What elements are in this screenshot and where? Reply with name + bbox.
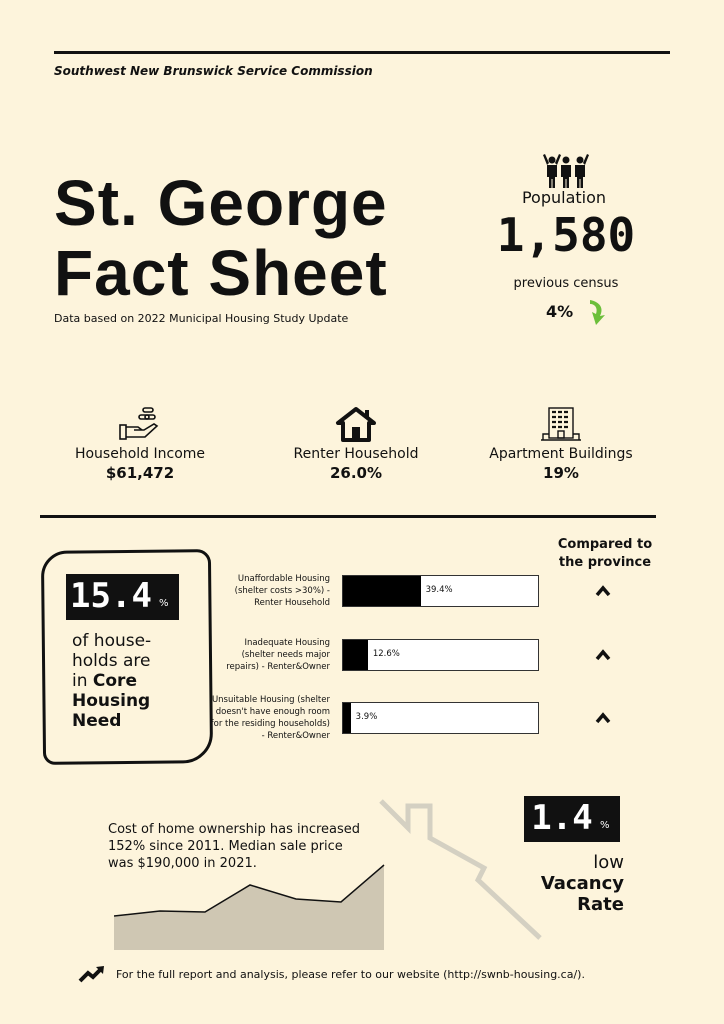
stat-label: Household Income xyxy=(74,446,206,462)
population-change: 4% xyxy=(546,302,574,321)
chevron-up-icon xyxy=(595,649,611,661)
bar xyxy=(343,576,421,606)
bar-category-label-line: Unsuitable Housing (shelter xyxy=(211,695,330,705)
core-need-line xyxy=(72,671,151,691)
bar-category-label-line: (shelter needs major xyxy=(241,650,330,660)
stat-apartment-buildings xyxy=(471,404,651,482)
comparison-heading-line: the province xyxy=(558,555,652,570)
ownership-area xyxy=(114,865,384,950)
stat-value: 19% xyxy=(543,464,579,482)
vacancy-line: Vacancy xyxy=(540,873,624,894)
bar-category-label xyxy=(200,694,330,742)
bar-category-label xyxy=(200,637,330,673)
bar-value-label: 39.4% xyxy=(425,585,453,595)
core-need-line: holds are xyxy=(72,651,151,671)
core-need-value: 15.4 xyxy=(70,576,152,616)
bar-track xyxy=(342,639,539,671)
ownership-line-text: Cost of home ownership has increased xyxy=(108,822,361,837)
hand-coins-icon xyxy=(117,406,163,442)
bar-category-label-line: for the residing households) xyxy=(210,719,330,729)
bar-category-label-line: Renter Household xyxy=(254,598,330,608)
ownership-description xyxy=(108,821,388,872)
previous-census-label: previous census xyxy=(513,276,619,291)
core-need-description xyxy=(72,631,151,731)
ownership-line-text: 152% since 2011. Median sale price xyxy=(108,839,343,854)
vacancy-unit: % xyxy=(600,820,610,831)
organization-name: Southwest New Brunswick Service Commission xyxy=(54,64,373,78)
core-need-unit: % xyxy=(159,598,169,609)
stat-label: Renter Household xyxy=(293,446,419,462)
top-rule xyxy=(54,51,670,54)
vacancy-line: low xyxy=(593,852,624,873)
bar-category-label-line: - Renter&Owner xyxy=(261,731,330,741)
bar-track xyxy=(342,575,539,607)
bar-category-label xyxy=(200,573,330,609)
core-need-bold: Core xyxy=(92,671,137,691)
bar-value-label: 3.9% xyxy=(355,712,378,722)
population-value: 1,580 xyxy=(496,208,636,262)
stat-household-income xyxy=(50,404,230,482)
bar-track xyxy=(342,702,539,734)
ownership-area-chart xyxy=(114,860,386,952)
chevron-up-icon xyxy=(595,585,611,597)
vacancy-line: Rate xyxy=(577,894,624,915)
page-title xyxy=(54,168,388,308)
apartment-building-icon xyxy=(539,406,583,442)
stat-renter-household xyxy=(266,404,446,482)
ownership-line-text: was $190,000 in 2021. xyxy=(108,856,257,871)
population-label: Population xyxy=(521,188,607,207)
people-icon xyxy=(542,154,590,190)
bar-category-label-line: (shelter costs >30%) - xyxy=(234,586,330,596)
section-rule xyxy=(40,515,656,518)
title-line-1: St. George xyxy=(54,167,388,239)
subtitle: Data based on 2022 Municipal Housing Study Update xyxy=(54,312,349,325)
bar-category-label-line: repairs) - Renter&Owner xyxy=(226,662,330,672)
bar xyxy=(343,703,351,733)
stat-value: 26.0% xyxy=(329,464,383,482)
bar-category-label-line: doesn't have enough room xyxy=(215,707,330,717)
footer-text: For the full report and analysis, please refer to our website (http://swnb-housing.ca/). xyxy=(116,968,585,981)
vacancy-description xyxy=(500,852,624,915)
comparison-heading-line: Compared to xyxy=(557,537,653,552)
bar-category-label-line: Inadequate Housing xyxy=(244,638,330,648)
house-icon xyxy=(335,406,377,442)
curved-arrow-down-icon xyxy=(586,298,610,326)
trend-arrow-icon xyxy=(78,965,106,983)
chevron-up-icon xyxy=(595,712,611,724)
core-need-text: in xyxy=(72,671,93,691)
title-line-2: Fact Sheet xyxy=(54,237,388,309)
vacancy-value: 1.4 xyxy=(531,798,593,838)
bar-value-label: 12.6% xyxy=(372,649,400,659)
comparison-heading xyxy=(552,536,658,572)
core-need-line: Housing xyxy=(72,691,151,711)
bar xyxy=(343,640,368,670)
core-need-line: of house- xyxy=(72,631,152,651)
stat-label: Apartment Buildings xyxy=(489,446,633,462)
stat-value: $61,472 xyxy=(105,464,175,482)
core-need-line: Need xyxy=(72,711,122,731)
bar-category-label-line: Unaffordable Housing xyxy=(237,574,330,584)
